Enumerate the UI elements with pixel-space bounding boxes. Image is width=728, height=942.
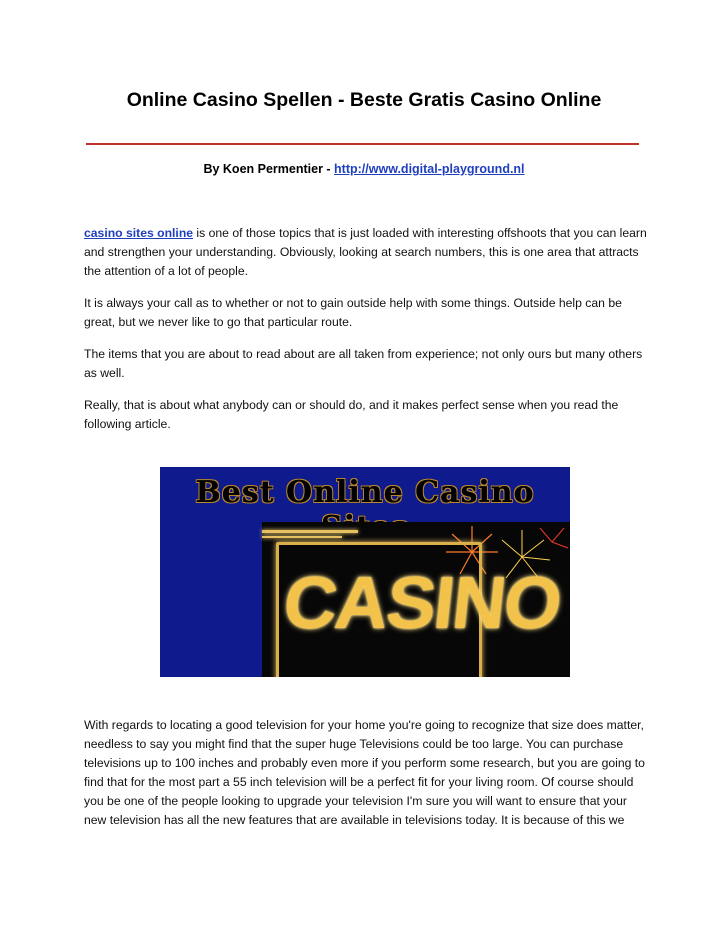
- casino-banner-image: [160, 467, 570, 677]
- casino-sign-photo: [262, 522, 570, 677]
- neon-stripe: [262, 536, 342, 538]
- byline-author: By Koen Permentier -: [203, 162, 335, 176]
- byline: [0, 162, 728, 176]
- body-paragraph: With regards to locating a good television for your home you're going to recognize that size does matter, needless to say you might find that the super huge Televisions could be too large. You can purchase televisions up to 100 inches and probably even more if you perform some research, but you are going to find that for the most part a 55 inch television will be a perfect fit for your living room. Of course should you be one of the people looking to upgrade your television I'm sure you will want to ensure that your new television has all the new features that are available in televisions today. It is because of this we: [84, 718, 645, 827]
- keyword-link[interactable]: casino sites online: [84, 226, 194, 240]
- paragraph: It is always your call as to whether or not to gain outside help with some things. Outside help can be great, but we never like to go that particular route.: [84, 296, 622, 329]
- intro-paragraph: [84, 224, 648, 281]
- article-body: [84, 716, 648, 843]
- byline-link[interactable]: http://www.digital-playground.nl: [334, 162, 525, 176]
- page-title: Online Casino Spellen - Beste Gratis Casino Online: [126, 89, 602, 111]
- paragraph: The items that you are about to read about are all taken from experience; not only ours but many others as well.: [84, 347, 643, 380]
- paragraph: Really, that is about what anybody can or should do, and it makes perfect sense when you read the following article.: [84, 398, 619, 431]
- neon-stripe: [262, 530, 358, 533]
- intro-text: is one of those topics that is just loaded with interesting offshoots that you can learn and strengthen your understanding. Obviously, looking at search numbers, this is one area that attracts the attention of a lot of people.: [84, 226, 647, 278]
- title-divider: [86, 143, 639, 145]
- article-intro: [84, 224, 648, 447]
- casino-sign-text: CASINO: [279, 561, 565, 644]
- banner-title: Best Online Casino: [195, 475, 535, 510]
